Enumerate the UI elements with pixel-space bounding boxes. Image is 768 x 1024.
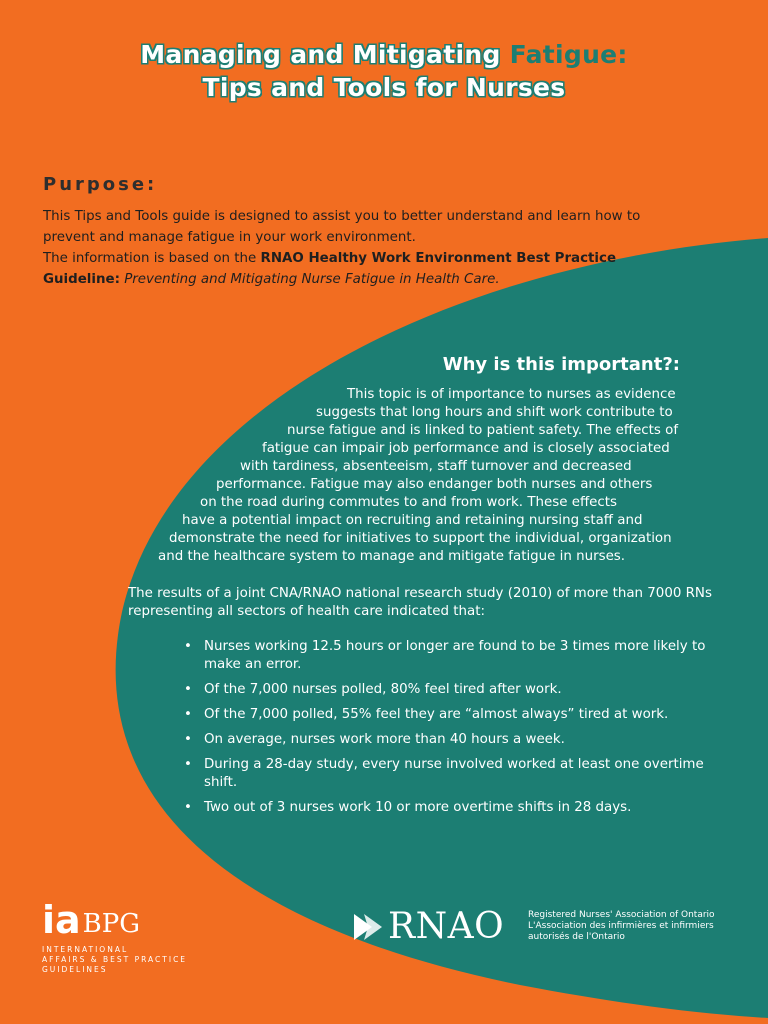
bullet-icon: •: [184, 757, 192, 772]
ia-bpg-logo: [42, 900, 187, 975]
document-title: [0, 38, 768, 104]
purpose-source-prefix: The information is based on the: [43, 251, 257, 266]
why-line: performance. Fatigue may also endanger both nurses and others: [216, 477, 653, 492]
list-item: [184, 799, 724, 817]
list-item: [184, 706, 724, 724]
bullet-icon: •: [184, 707, 192, 722]
bullet-icon: •: [184, 800, 192, 815]
ia-logo-bpg: BPG: [82, 909, 141, 939]
title-line2: Tips and Tools for Nurses: [202, 73, 566, 102]
purpose-body: [43, 206, 683, 290]
rnao-subtitle-line: Registered Nurses' Association of Ontario: [528, 910, 715, 920]
why-line: suggests that long hours and shift work contribute to: [316, 405, 673, 420]
bullet-icon: •: [184, 732, 192, 747]
findings-list: [184, 638, 724, 824]
list-item-text: Nurses working 12.5 hours or longer are found to be 3 times more likely to make an error.: [204, 639, 706, 672]
title-line1-white: Managing and Mitigating: [140, 40, 501, 69]
list-item-text: Of the 7,000 nurses polled, 80% feel tired after work.: [204, 682, 562, 697]
list-item: [184, 731, 724, 749]
ia-logo-mark: ia: [42, 898, 81, 942]
purpose-source: [43, 248, 683, 290]
list-item-text: Of the 7,000 polled, 55% feel they are “almost always” tired at work.: [204, 707, 669, 722]
ia-subtitle-line: INTERNATIONAL: [42, 945, 129, 954]
list-item-text: During a 28-day study, every nurse involved worked at least one overtime shift.: [204, 757, 704, 790]
why-line: This topic is of importance to nurses as evidence: [347, 387, 676, 402]
purpose-paragraph: This Tips and Tools guide is designed to assist you to better understand and learn how to prevent and manage fatigue in your work environment.: [43, 209, 641, 245]
why-line: fatigue can impair job performance and is closely associated: [262, 441, 670, 456]
list-item: [184, 638, 724, 674]
title-line1-teal: Fatigue:: [509, 40, 628, 69]
list-item: [184, 756, 724, 792]
list-item-text: On average, nurses work more than 40 hours a week.: [204, 732, 565, 747]
rnao-subtitle: [528, 910, 728, 943]
ia-subtitle-line: GUIDELINES: [42, 965, 108, 974]
ia-logo-subtitle: [42, 945, 187, 975]
why-line: with tardiness, absenteeism, staff turnover and decreased: [240, 459, 632, 474]
ia-subtitle-line: AFFAIRS & BEST PRACTICE: [42, 955, 188, 964]
bullet-icon: •: [184, 639, 192, 654]
results-intro: The results of a joint CNA/RNAO national research study (2010) of more than 7000 RNs representing all sectors of health care indicated that:: [128, 586, 712, 619]
rnao-subtitle-line: autorisés de l'Ontario: [528, 932, 625, 942]
why-line: nurse fatigue and is linked to patient safety. The effects of: [287, 423, 679, 438]
rnao-wordmark: RNAO: [388, 906, 505, 947]
bullet-icon: •: [184, 682, 192, 697]
why-line: and the healthcare system to manage and mitigate fatigue in nurses.: [158, 549, 626, 564]
why-line: demonstrate the need for initiatives to support the individual, organization: [169, 531, 672, 546]
guideline-name: RNAO Healthy Work Environment Best Practice Guideline:: [43, 251, 617, 287]
guideline-subtitle: Preventing and Mitigating Nurse Fatigue in Health Care.: [124, 272, 500, 287]
why-heading: Why is this important?:: [442, 354, 680, 375]
purpose-heading: Purpose:: [43, 174, 158, 195]
why-line: on the road during commutes to and from work. These effects: [200, 495, 617, 510]
list-item: [184, 681, 724, 699]
rnao-subtitle-line: L'Association des infirmières et infirmiers: [528, 921, 714, 931]
list-item-text: Two out of 3 nurses work 10 or more overtime shifts in 28 days.: [204, 800, 632, 815]
rnao-arrow-icon: [352, 910, 386, 944]
why-line: have a potential impact on recruiting and retaining nursing staff and: [182, 513, 643, 528]
